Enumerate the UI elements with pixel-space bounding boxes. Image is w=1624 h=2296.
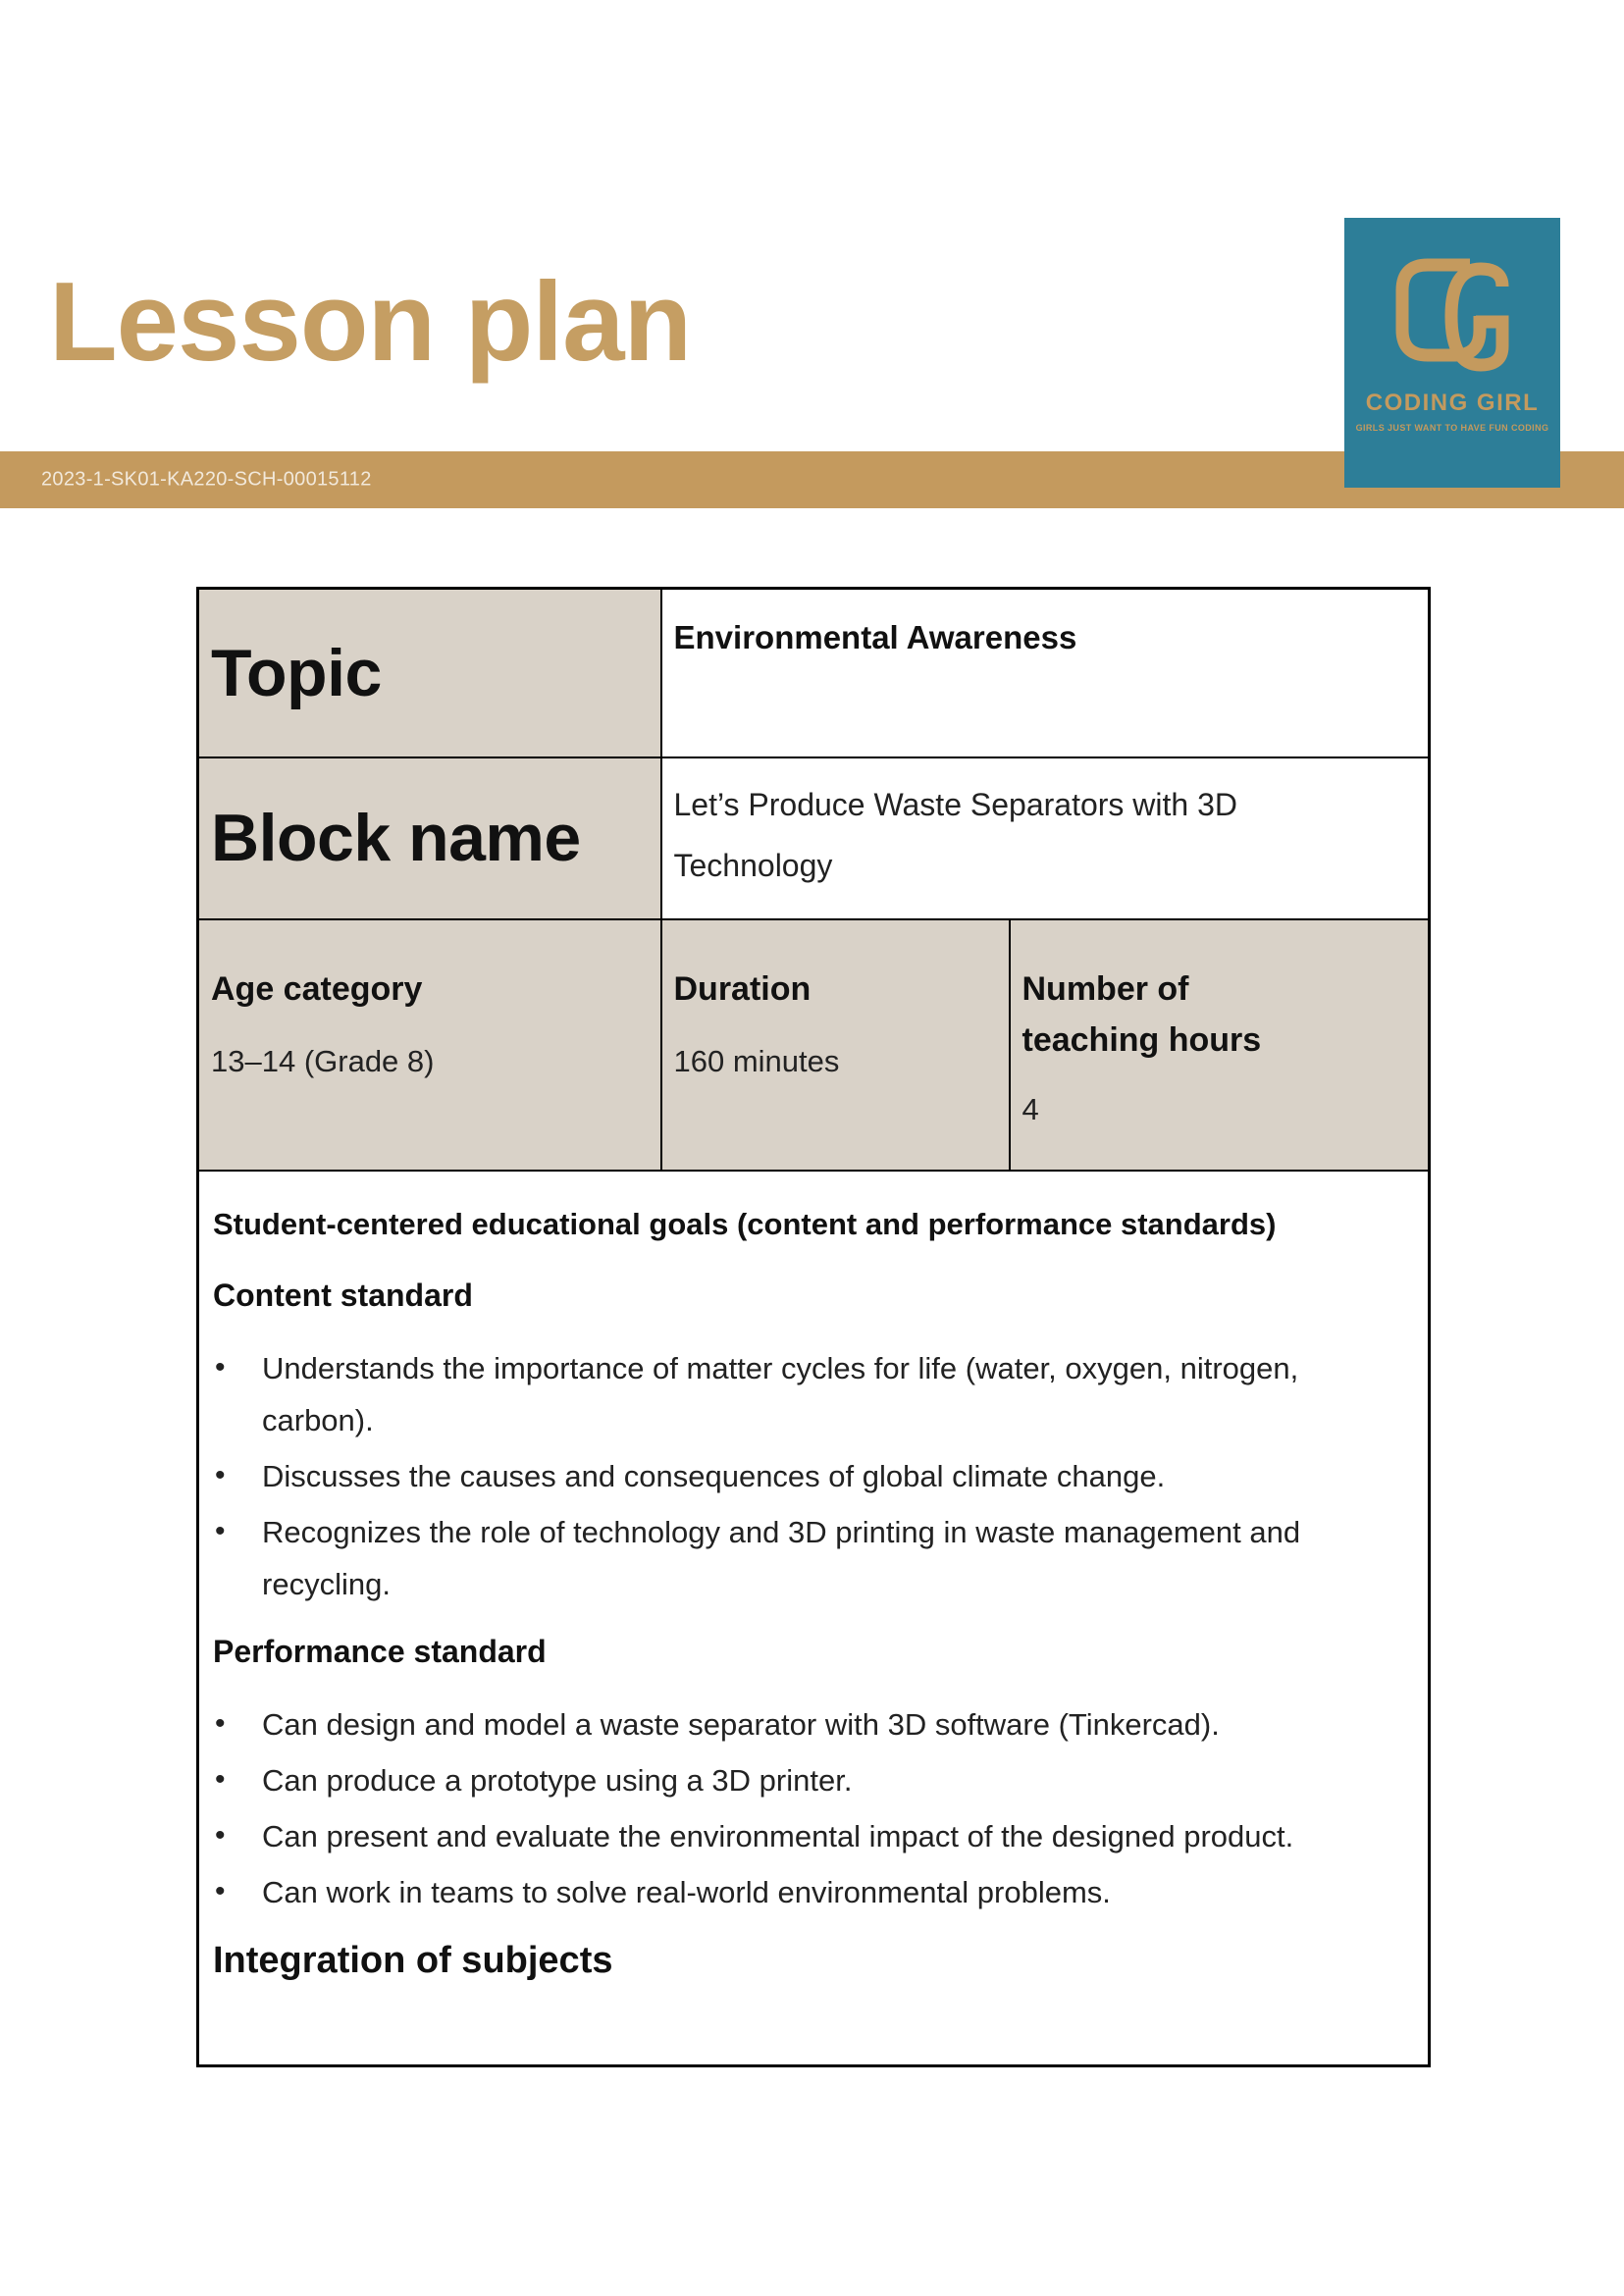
goals-cell [198, 1171, 1430, 2066]
block-name-row [198, 757, 1430, 919]
reference-code: 2023-1-SK01-KA220-SCH-00015112 [41, 468, 372, 491]
bullet-item: • Can work in teams to solve real-world environmental problems. [213, 1866, 1322, 1918]
teaching-hours-cell [1010, 919, 1430, 1171]
integration-heading: Integration of subjects [213, 1939, 613, 1981]
age-category-value: 13–14 (Grade 8) [211, 1044, 435, 1079]
duration-cell [661, 919, 1010, 1171]
logo-name: CODING GIRL [1365, 390, 1540, 416]
goals-row [198, 1171, 1430, 2066]
bullet-item: • Can produce a prototype using a 3D printer. [213, 1754, 1322, 1806]
page-title: Lesson plan [49, 260, 692, 385]
age-category-cell [198, 919, 661, 1171]
bullet-item: • Discusses the causes and consequences of global climate change. [213, 1450, 1322, 1502]
bullet-item: • Recognizes the role of technology and 3D printing in waste management and recycling. [213, 1506, 1322, 1610]
block-name-label: Block name [211, 801, 581, 875]
bullet-item: • Can present and evaluate the environmental impact of the designed product. [213, 1810, 1322, 1862]
topic-label: Topic [211, 635, 382, 710]
bullet-item: • Understands the importance of matter cycles for life (water, oxygen, nitrogen, carbon). [213, 1342, 1322, 1446]
block-name-value: Let’s Produce Waste Separators with 3D Technology [673, 786, 1237, 883]
coding-girl-logo [1344, 218, 1560, 488]
lesson-plan-table [196, 587, 1431, 2067]
performance-standard-heading: Performance standard [213, 1633, 547, 1669]
age-category-label: Age category [211, 969, 423, 1008]
teaching-hours-value: 4 [1022, 1091, 1039, 1126]
bullet-item: • Can design and model a waste separator with 3D software (Tinkercad). [213, 1698, 1322, 1750]
goals-heading: Student-centered educational goals (content and performance standards) [213, 1206, 1277, 1241]
content-standard-list [213, 1342, 1322, 1610]
block-name-value-cell [661, 757, 1430, 919]
duration-label: Duration [673, 969, 812, 1008]
topic-label-cell [198, 589, 661, 757]
topic-value: Environmental Awareness [673, 619, 1077, 655]
coding-girl-monogram-icon [1379, 245, 1526, 388]
topic-row [198, 589, 1430, 757]
content-standard-heading: Content standard [213, 1277, 473, 1313]
teaching-hours-label: Number of teaching hours [1022, 969, 1262, 1060]
block-name-label-cell [198, 757, 661, 919]
duration-value: 160 minutes [673, 1044, 840, 1079]
logo-tagline: GIRLS JUST WANT TO HAVE FUN CODING [1355, 423, 1549, 433]
meta-row [198, 919, 1430, 1171]
topic-value-cell [661, 589, 1430, 757]
performance-standard-list [213, 1698, 1322, 1918]
